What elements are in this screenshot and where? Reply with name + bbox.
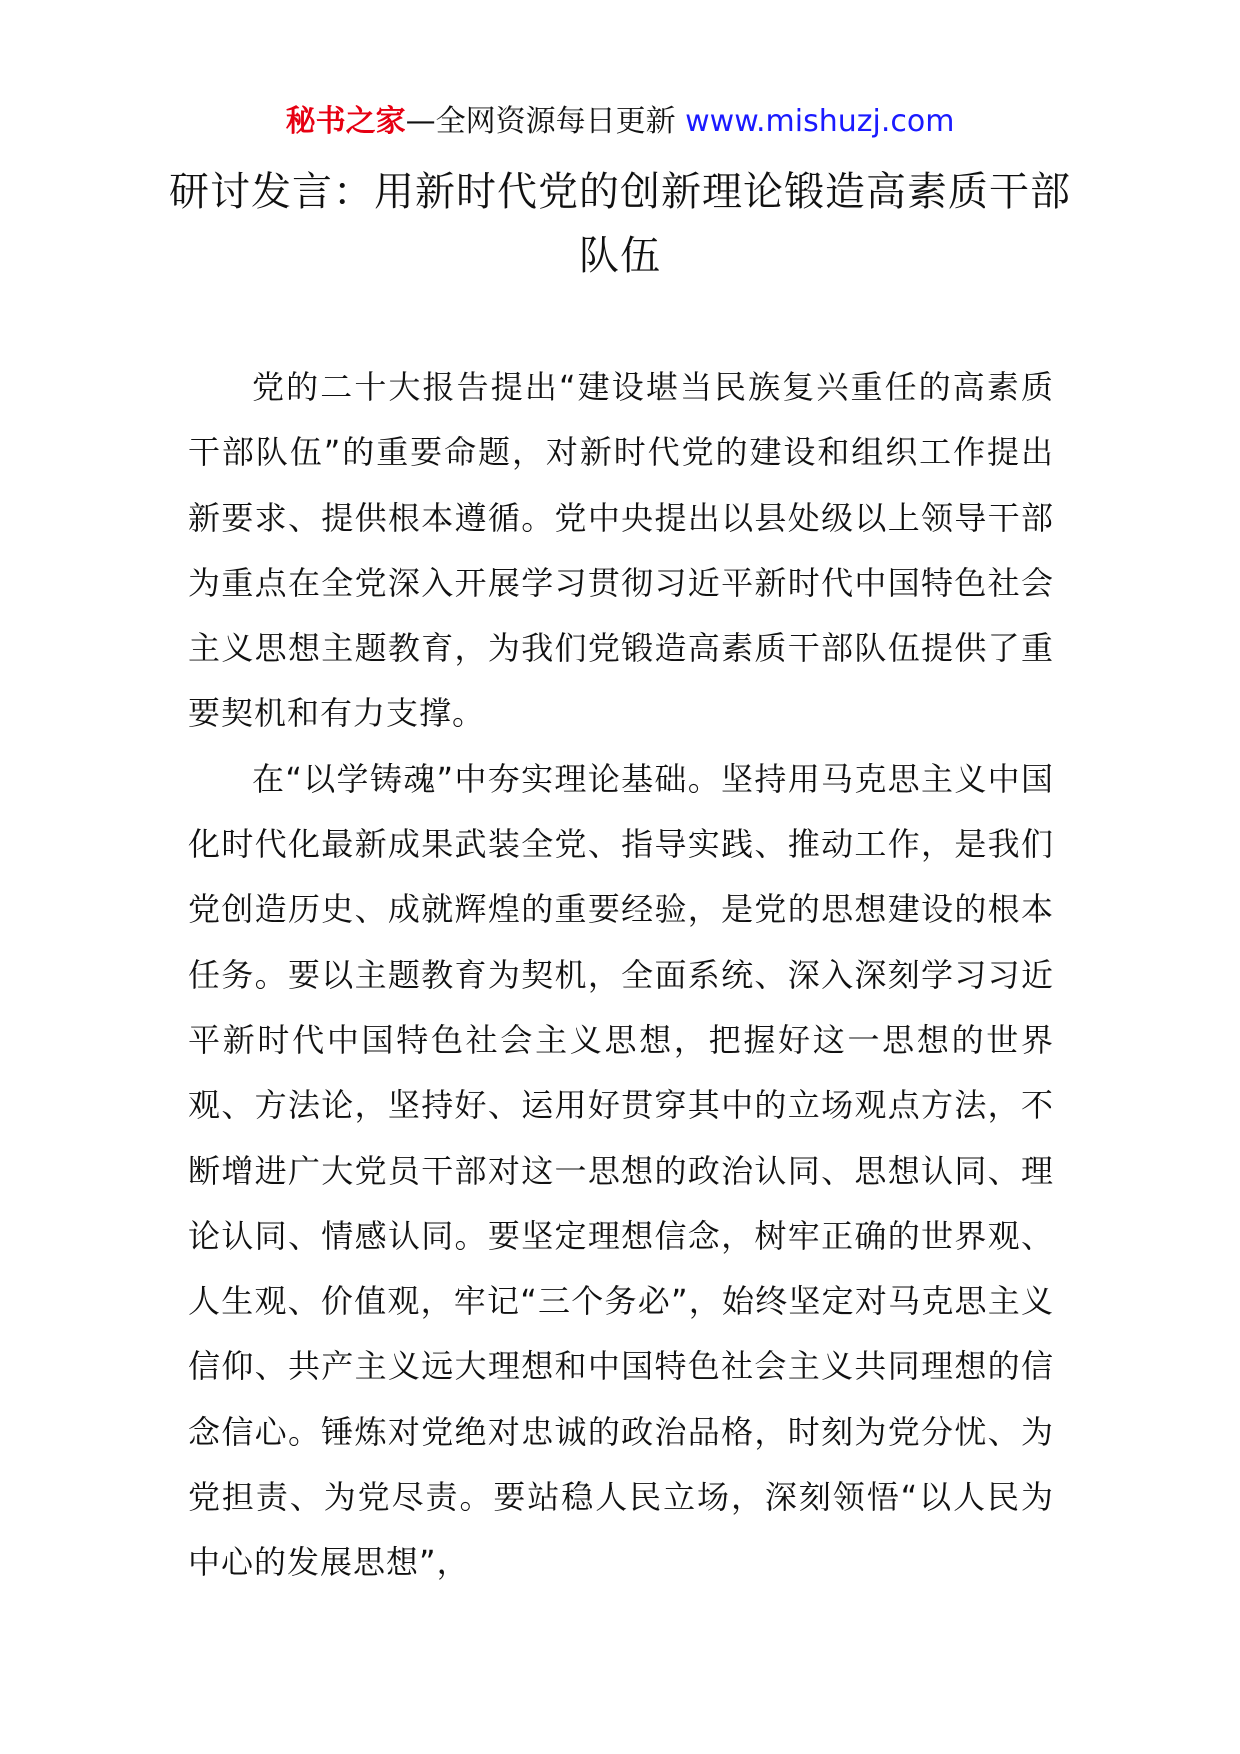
site-brand: 秘书之家 — [285, 104, 406, 139]
document-body — [188, 355, 1054, 1596]
body-paragraph: 党的二十大报告提出“建设堪当民族复兴重任的高素质干部队伍”的重要命题，对新时代党的建设和组织工作提出新要求、提供根本遵循。党中央提出以县处级以上领导干部为重点在全党深入开展学习贯彻习近平新时代中国特色社会主义思想主题教育，为我们党锻造高素质干部队伍提供了重要契机和有力支撑。 — [188, 368, 1054, 733]
site-tagline: —全网资源每日更新 — [405, 104, 676, 139]
body-paragraph: 在“以学铸魂”中夯实理论基础。坚持用马克思主义中国化时代化最新成果武装全党、指导实践、推动工作，是我们党创造历史、成就辉煌的重要经验，是党的思想建设的根本任务。要以主题教育为契机，全面系统、深入深刻学习习近平新时代中国特色社会主义思想，把握好这一思想的世界观、方法论，坚持好、运用好贯穿其中的立场观点方法，不断增进广大党员干部对这一思想的政治认同、思想认同、理论认同、情感认同。要坚定理想信念，树牢正确的世界观、人生观、价值观，牢记“三个务必”，始终坚定对马克思主义信仰、共产主义远大理想和中国特色社会主义共同理想的信念信心。锤炼对党绝对忠诚的政治品格，时刻为党分忧、为党担责、为党尽责。要站稳人民立场，深刻领悟“以人民为中心的发展思想”， — [188, 759, 1054, 1582]
site-header — [0, 100, 1240, 144]
site-url-link[interactable]: www.mishuzj.com — [685, 104, 955, 139]
document-title: 研讨发言：用新时代党的创新理论锻造高素质干部队伍 — [169, 169, 1071, 279]
